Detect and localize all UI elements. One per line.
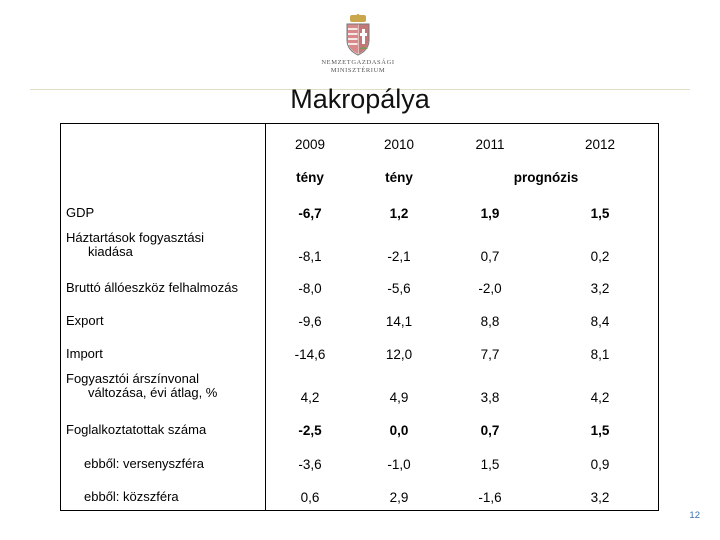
page-number: 12: [689, 510, 700, 521]
row-label-export: Export: [66, 313, 104, 328]
coat-of-arms-icon: [341, 14, 375, 56]
cell-employment-2012: 1,5: [590, 423, 610, 438]
cell-import-2011: 7,7: [480, 347, 500, 362]
row-label-household-consumption-line1: Háztartások fogyasztási: [66, 230, 205, 245]
row-label-import: Import: [66, 346, 103, 361]
row-label-public-sector: ebből: közszféra: [84, 489, 179, 504]
cell-gdp-2009: -6,7: [298, 206, 322, 221]
cell-private-2011: 1,5: [480, 457, 500, 472]
cell-private-2010: -1,0: [387, 457, 411, 472]
slide-title: Makropálya: [290, 84, 430, 114]
year-header-2011: 2011: [475, 137, 505, 152]
cell-capital-2009: -8,0: [298, 281, 322, 296]
ministry-name-line2: MINISZTÉRIUM: [330, 67, 386, 74]
cell-household-2009: -8,1: [298, 249, 322, 264]
cell-import-2012: 8,1: [590, 347, 610, 362]
row-label-gross-fixed-capital: Bruttó állóeszköz felhalmozás: [66, 280, 238, 295]
row-label-consumer-price: [66, 372, 217, 400]
cell-household-2011: 0,7: [480, 249, 500, 264]
table-column-divider: [265, 123, 266, 510]
year-header-2009: 2009: [294, 137, 326, 152]
row-label-employment: Foglalkoztatottak száma: [66, 422, 207, 437]
cell-export-2010: 14,1: [385, 314, 413, 329]
cell-household-2012: 0,2: [590, 249, 610, 264]
ministry-logo: [318, 14, 398, 75]
cell-public-2009: 0,6: [300, 490, 320, 505]
cell-export-2009: -9,6: [298, 314, 322, 329]
year-header-2010: 2010: [383, 137, 415, 152]
cell-capital-2010: -5,6: [387, 281, 411, 296]
subheader-fact-2009: tény: [296, 170, 324, 185]
cell-employment-2011: 0,7: [480, 423, 500, 438]
cell-import-2010: 12,0: [385, 347, 413, 362]
subheader-forecast: prognózis: [513, 170, 579, 185]
cell-cpi-2011: 3,8: [480, 390, 500, 405]
cell-employment-2010: 0,0: [389, 423, 409, 438]
cell-import-2009: -14,6: [294, 347, 326, 362]
cell-gdp-2011: 1,9: [480, 206, 500, 221]
row-label-household-consumption: [66, 231, 204, 259]
cell-public-2010: 2,9: [389, 490, 409, 505]
cell-private-2012: 0,9: [590, 457, 610, 472]
cell-public-2012: 3,2: [590, 490, 610, 505]
cell-export-2011: 8,8: [480, 314, 500, 329]
cell-capital-2012: 3,2: [590, 281, 610, 296]
row-label-gdp: GDP: [66, 205, 95, 220]
year-header-2012: 2012: [584, 137, 616, 152]
ministry-name-line1: NEMZETGAZDASÁGI: [321, 59, 395, 66]
cell-gdp-2010: 1,2: [389, 206, 409, 221]
row-label-private-sector: ebből: versenyszféra: [84, 456, 204, 471]
ministry-name: [318, 59, 398, 75]
cell-cpi-2012: 4,2: [590, 390, 610, 405]
cell-export-2012: 8,4: [590, 314, 610, 329]
cell-public-2011: -1,6: [478, 490, 502, 505]
cell-cpi-2010: 4,9: [389, 390, 409, 405]
cell-private-2009: -3,6: [298, 457, 322, 472]
row-label-consumer-price-line2: változása, évi átlag, %: [88, 385, 218, 400]
cell-capital-2011: -2,0: [478, 281, 502, 296]
row-label-household-consumption-line2: kiadása: [88, 244, 133, 259]
cell-household-2010: -2,1: [387, 249, 411, 264]
subheader-fact-2010: tény: [385, 170, 413, 185]
cell-cpi-2009: 4,2: [300, 390, 320, 405]
cell-employment-2009: -2,5: [298, 423, 322, 438]
cell-gdp-2012: 1,5: [590, 206, 610, 221]
row-label-consumer-price-line1: Fogyasztói árszínvonal: [66, 371, 199, 386]
